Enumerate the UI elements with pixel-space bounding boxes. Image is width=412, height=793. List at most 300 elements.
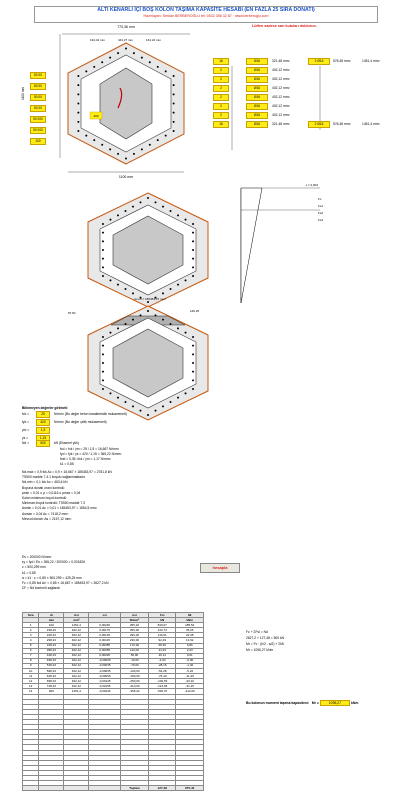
rebar-dot: [165, 70, 167, 72]
rebar-dot: [192, 371, 194, 373]
table-cell: -0,00125: [89, 679, 121, 684]
compression-zone-diagram: [68, 297, 208, 420]
bar-count-2[interactable]: 2: [213, 76, 229, 83]
input-label-1: fyk =: [22, 420, 30, 424]
strain-diagram: [88, 183, 323, 307]
rebar-dot: [132, 405, 134, 407]
table-cell: -52,28: [149, 669, 176, 674]
rebar-dot: [173, 112, 175, 114]
rebar-dot: [132, 206, 134, 208]
table-cell: 675,42: [176, 786, 204, 791]
rebar-dot: [102, 249, 104, 251]
table-cell: 0,00175: [89, 628, 121, 633]
rebar-dot: [157, 66, 159, 68]
table-cell: 10: [23, 669, 39, 674]
table-cell: 12: [23, 679, 39, 684]
rebar-dot: [162, 206, 164, 208]
table-cell: Fsi: [149, 613, 176, 618]
input-value-1[interactable]: 420: [36, 419, 50, 426]
table-cell: 5: [23, 643, 39, 648]
check-line-4: ρmin = 0,01 ≤ ρ = 0,0116 ≤ ρmax = 0,04: [22, 490, 81, 495]
calculate-button[interactable]: hesapla: [200, 563, 240, 573]
rebar-dot: [77, 75, 79, 77]
rebar-dot: [109, 57, 111, 59]
table-cell: 50,00: [120, 653, 148, 658]
rebar-dot: [155, 201, 157, 203]
rebar-dot: [102, 336, 104, 338]
table-cell: 900: [39, 689, 64, 694]
check-line-9: Mevcut donatı: As = 2157,12 mm²: [22, 516, 72, 521]
result-name: Mr =: [311, 701, 319, 705]
rebar-dot: [162, 405, 164, 407]
rebar-dot: [124, 288, 126, 290]
table-cell: -100,53: [149, 679, 176, 684]
bar-area-1: 402,12 mm²: [272, 68, 290, 72]
bottom-dimension-label: 1100 mm: [118, 175, 134, 179]
layer-spacing-2[interactable]: 50 00: [30, 94, 46, 101]
table-cell: 11: [23, 674, 39, 679]
solution-line-1: εy = fyd / Es = 365,22 / 200000 = 0,001826: [22, 560, 85, 565]
rebar-dot: [117, 327, 119, 329]
input-note-4: kN (Eksenel yük): [54, 441, 79, 445]
bar-area-4: 402,12 mm²: [272, 95, 290, 99]
table-cell: 185,52: [176, 623, 204, 628]
bar-dia-1[interactable]: Ø16: [246, 67, 268, 74]
bar-area-6: 402,12 mm²: [272, 113, 290, 117]
layer-spacing-0[interactable]: 50 00: [30, 72, 46, 79]
rebar-dot: [77, 121, 79, 123]
bar-dia-6[interactable]: Ø16: [246, 112, 268, 119]
dim-b-label: 444,27 mm: [118, 38, 134, 42]
table-cell: -0,00246: [89, 689, 121, 694]
bar-dia-7[interactable]: Ø16: [246, 121, 268, 128]
rebar-dot: [185, 332, 187, 334]
rebar-dot: [109, 148, 111, 150]
table-cell: 350,00: [120, 628, 148, 633]
table-cell: 68,36: [149, 643, 176, 648]
table-cell: 448,23: [39, 653, 64, 658]
table-cell: 6: [23, 648, 39, 653]
table-cell: -31,15: [176, 684, 204, 689]
rebar-dot: [125, 158, 127, 160]
input-value-4[interactable]: 500: [36, 440, 50, 447]
table-cell: 13: [23, 684, 39, 689]
rebar-dot: [117, 153, 119, 155]
table-cell: -1,40: [176, 663, 204, 668]
author-subtitle: Hazırlayan: Serkan BERBEROĞLU tel: 0532 356 32 87 · www.berberoglu.com: [143, 14, 269, 18]
rebar-dot: [192, 232, 194, 234]
rebar-dot: [132, 292, 134, 294]
table-cell: -28,15: [149, 663, 176, 668]
table-cell: -124,66: [149, 684, 176, 689]
solution-line-6: ΣF = Nd kontrolü sağlandı: [22, 586, 61, 591]
rebar-dot: [85, 135, 87, 137]
bar-count-1[interactable]: 2: [213, 67, 229, 74]
rebar-dot: [192, 275, 194, 277]
rebar-dot: [170, 401, 172, 403]
table-cell: 8: [23, 658, 39, 663]
rebar-dot: [147, 301, 149, 303]
solution-line-5: Fc = 0,85 fcd Ac' = 0,85 × 16,667 × 185453,97 = 2627,2 kN: [22, 581, 109, 585]
section-diagram-top: [21, 25, 320, 179]
bar-dia-5[interactable]: Ø16: [246, 103, 268, 110]
rebar-dot: [192, 240, 194, 242]
table-cell: [39, 786, 64, 791]
table-cell: mm: [39, 618, 64, 623]
table-cell: -70,00: [120, 663, 148, 668]
input-value-3[interactable]: 1,15: [36, 435, 50, 442]
table-cell: -11,45: [176, 674, 204, 679]
rebar-dot: [173, 84, 175, 86]
rebar-dot: [157, 139, 159, 141]
dim-c-label: 164,24 mm: [146, 38, 162, 42]
rebar-dot: [102, 362, 104, 364]
table-cell: 4: [23, 638, 39, 643]
results-table: [22, 612, 204, 791]
bar-count-6[interactable]: 2: [213, 112, 229, 119]
solution-line-0: Es = 200000 N/mm²: [22, 555, 52, 559]
calc-line-1: fyd = fyk / γs = 420 / 1,15 = 365,22 N/mm²: [60, 452, 122, 456]
table-cell: 9: [23, 663, 39, 668]
table-cell: 0,00085: [89, 643, 121, 648]
bar-count2-0[interactable]: 2 Ø16: [308, 58, 330, 65]
table-cell: 230,00: [120, 638, 148, 643]
table-cell: -0,00155: [89, 684, 121, 689]
table-cell: Sıra: [23, 613, 39, 618]
rebar-dot: [173, 121, 175, 123]
summary-line-1: 2627,2 + 127,48 ≈ 500 kN: [246, 636, 285, 640]
rebar-dot: [155, 410, 157, 412]
check-line-5: Kolon minimum boyut kontrolü: [22, 496, 67, 500]
table-cell: 548,23: [39, 663, 64, 668]
rebar-dot: [139, 314, 141, 316]
table-cell: 402,12: [64, 658, 89, 663]
table-cell: 44,23: [149, 648, 176, 653]
table-cell: 348,23: [39, 643, 64, 648]
bar-area-7: 321,48 mm²: [272, 122, 290, 126]
rebar-dot: [149, 144, 151, 146]
rebar-dot: [177, 284, 179, 286]
dim-a-label: 194,44 mm: [90, 38, 106, 42]
table-cell: -0,00035: [89, 663, 121, 668]
rebar-dot: [192, 345, 194, 347]
right-offset-label: 160,25: [190, 309, 200, 313]
rebar-dot: [141, 57, 143, 59]
bar-area-3: 402,12 mm²: [272, 86, 290, 90]
rebar-dot: [192, 258, 194, 260]
rebar-dot: [102, 266, 104, 268]
input-label-2: γm =: [22, 428, 30, 432]
rebar-dot: [165, 135, 167, 137]
table-cell: Asi: [64, 613, 89, 618]
check-line-7: Asmin = 0,01 Ac = 0,01 × 185453,97 = 1854,5 mm²: [22, 506, 97, 511]
table-cell: 748,23: [39, 684, 64, 689]
rebar-dot: [102, 258, 104, 260]
table-cell: 198,23: [39, 628, 64, 633]
rebar-dot: [117, 284, 119, 286]
rebar-dot: [192, 353, 194, 355]
table-cell: -530,07: [149, 689, 176, 694]
rebar-dot: [192, 336, 194, 338]
table-cell: 402,12: [64, 638, 89, 643]
rebar-dot: [77, 130, 79, 132]
table-cell: 248,23: [39, 633, 64, 638]
rebar-dot: [155, 314, 157, 316]
table-cell: 14: [23, 689, 39, 694]
table-cell: 1: [23, 623, 39, 628]
rebar-dot: [141, 148, 143, 150]
rebar-dot: [132, 319, 134, 321]
table-cell: 0,01: [176, 653, 204, 658]
input-value-0[interactable]: 25: [36, 411, 50, 418]
rebar-dot: [109, 219, 111, 221]
inner-value-label: 200: [93, 114, 99, 118]
rebar-dot: [162, 319, 164, 321]
rebar-dot: [93, 139, 95, 141]
table-cell: Toplam: [120, 786, 148, 791]
rebar-dot: [102, 345, 104, 347]
table-cell: 648,23: [39, 674, 64, 679]
table-cell: 7: [23, 653, 39, 658]
bar-area-2: 402,12 mm²: [272, 77, 290, 81]
table-cell: -0,00005: [89, 658, 121, 663]
rebar-dot: [85, 70, 87, 72]
table-cell: -310,00: [120, 684, 148, 689]
table-cell: N/mm²: [120, 618, 148, 623]
rebar-dot: [170, 288, 172, 290]
table-cell: 0,00115: [89, 638, 121, 643]
table-cell: 598,23: [39, 669, 64, 674]
rebar-dot: [102, 232, 104, 234]
rebar-dot: [77, 84, 79, 86]
table-cell: 402,12: [64, 669, 89, 674]
table-cell: -0,00095: [89, 674, 121, 679]
table-cell: 0,00025: [89, 653, 121, 658]
table-cell: [64, 786, 89, 791]
bar-dia-4[interactable]: Ø16: [246, 94, 268, 101]
table-cell: 23,38: [176, 633, 204, 638]
bar-area-5: 402,12 mm²: [272, 104, 290, 108]
result-unit: kNm: [351, 701, 359, 705]
rebar-dot: [133, 153, 135, 155]
layer-spacing-5[interactable]: 50 000: [30, 127, 46, 134]
rebar-dot: [192, 249, 194, 251]
table-cell: 170,00: [120, 643, 148, 648]
rebar-dot: [101, 144, 103, 146]
rebar-dot: [147, 414, 149, 416]
bar-count-3[interactable]: 2: [213, 85, 229, 92]
table-cell: -365,22: [120, 689, 148, 694]
rebar-dot: [139, 201, 141, 203]
rebar-dot: [77, 103, 79, 105]
table-cell: -20,10: [176, 679, 204, 684]
effective-area-label: Ac,eff = 185453,97 mm²: [133, 297, 167, 301]
rebar-dot: [77, 93, 79, 95]
table-cell: 92,49: [149, 638, 176, 643]
input-label-3: γs =: [22, 436, 29, 440]
table-cell: 0,00246: [89, 623, 121, 628]
table-cell: 35,26: [176, 628, 204, 633]
check-line-3: Boyuna donatı oranı kontrolü: [22, 485, 65, 490]
rebar-dot: [173, 103, 175, 105]
left-offset-label: 87,82: [68, 311, 76, 315]
bar-dia-2[interactable]: Ø16: [246, 76, 268, 83]
table-cell: [23, 786, 39, 791]
rebar-dot: [139, 410, 141, 412]
table-cell: -5,22: [176, 669, 204, 674]
table-cell: 13,92: [176, 638, 204, 643]
table-cell: 698,23: [39, 679, 64, 684]
rebar-dot: [117, 52, 119, 54]
table-cell: 1451,4: [64, 623, 89, 628]
table-cell: 0,00145: [89, 633, 121, 638]
bar-dia-0[interactable]: Ø16: [246, 58, 268, 65]
instruction-note: Lütfen sadece sarı kutuları doldurun.: [252, 24, 317, 28]
table-cell: 402,12: [64, 684, 89, 689]
table-cell: 402,12: [64, 643, 89, 648]
summary-line-2: Mr = Fc · (h/2 - a/2) + ΣMi: [246, 642, 284, 646]
rebar-dot: [117, 214, 119, 216]
rebar-dot: [147, 310, 149, 312]
table-cell: 2,23: [176, 648, 204, 653]
input-label-0: fck =: [22, 412, 30, 416]
rebar-dot: [177, 214, 179, 216]
table-cell: 365,22: [120, 623, 148, 628]
solution-line-3: k1 = 0,85: [22, 570, 36, 575]
rebar-dot: [124, 323, 126, 325]
rebar-dot: [173, 93, 175, 95]
rebar-dot: [192, 388, 194, 390]
table-cell: 110,00: [120, 648, 148, 653]
bar-count2-7[interactable]: 2 Ø16: [308, 121, 330, 128]
rebar-dot: [102, 353, 104, 355]
rebar-dot: [77, 112, 79, 114]
table-cell: 398,23: [39, 648, 64, 653]
bar-dia-3[interactable]: Ø16: [246, 85, 268, 92]
table-cell: 530,07: [149, 623, 176, 628]
table-cell: 116,61: [149, 633, 176, 638]
strain-label-3: Fs2: [318, 211, 324, 215]
layer-spacing-3[interactable]: 50 00: [30, 105, 46, 112]
rebar-dot: [102, 388, 104, 390]
check-line-8: Asmax = 0,04 Ac = 7418,2 mm²: [22, 511, 69, 516]
summary-line-3: Mr = 1096,27 kNm: [246, 648, 274, 652]
input-note-0: N/mm² (Bu değer beton karakteristik mukavemeti): [54, 412, 127, 416]
table-cell: mm²: [64, 618, 89, 623]
table-cell: 498,23: [39, 658, 64, 663]
table-cell: 6,86: [176, 643, 204, 648]
table-cell: -0,00: [176, 658, 204, 663]
rebar-dot: [173, 130, 175, 132]
layer-spacing-4[interactable]: 50 000: [30, 116, 46, 123]
rebar-dot: [192, 362, 194, 364]
rebar-dot: [125, 48, 127, 50]
table-cell: 402,12: [64, 648, 89, 653]
strain-label-2: Fs1: [318, 204, 324, 208]
rebar-dot: [147, 197, 149, 199]
table-cell: 402,12: [64, 633, 89, 638]
rebar-dot: [102, 379, 104, 381]
strain-label-0: ε = 0,003: [305, 183, 318, 187]
input-label-4: Nd =: [22, 441, 30, 445]
rebar-dot: [170, 323, 172, 325]
solution-line-2: c = 500,299 mm: [22, 565, 46, 570]
bar-count-7[interactable]: 16: [213, 121, 229, 128]
inputs-heading: Bilinmeyen değerler girilmeli:: [22, 406, 69, 410]
layer-spacing-6[interactable]: 100: [30, 138, 46, 145]
rebar-dot: [185, 392, 187, 394]
strain-label-1: Fc: [318, 197, 322, 201]
bar-count-0[interactable]: 16: [213, 58, 229, 65]
table-cell: -0,00065: [89, 669, 121, 674]
table-cell: 2: [23, 628, 39, 633]
bar-area2-0: 576,48 mm²: [333, 59, 351, 63]
bar-total-0: 1451,4 mm²: [362, 59, 380, 63]
table-cell: 298,23: [39, 638, 64, 643]
rebar-dot: [102, 275, 104, 277]
page-title: ALTI KENARLI İÇİ BOŞ KOLON TAŞIMA KAPASİTE HESABI (EN FAZLA 25 SIRA DONATI): [97, 7, 315, 13]
rebar-dot: [185, 219, 187, 221]
rebar-dot: [124, 210, 126, 212]
summary-line-0: Fc + ΣFsi = Nd: [246, 630, 268, 634]
input-value-2[interactable]: 1,5: [36, 427, 50, 434]
input-note-1: N/mm² (Bu değer çelik mukavemeti): [54, 420, 107, 424]
rebar-dot: [185, 279, 187, 281]
bar-count-5[interactable]: 2: [213, 103, 229, 110]
rebar-dot: [173, 75, 175, 77]
table-cell: σsi: [120, 613, 148, 618]
strain-label-4: Fs3: [318, 218, 324, 222]
check-line-0: Nd,max = 0,9 fck Ac = 0,9 × 16,667 × 185453,97 = 2781,8 kN: [22, 470, 112, 474]
rebar-dot: [192, 379, 194, 381]
rebar-dot: [162, 292, 164, 294]
table-cell: 402,12: [64, 628, 89, 633]
table-cell: -130,00: [120, 669, 148, 674]
table-cell: 127,48: [149, 786, 176, 791]
rebar-dot: [102, 223, 104, 225]
rebar-dot: [109, 332, 111, 334]
rebar-dot: [177, 327, 179, 329]
table-cell: Mi: [176, 613, 204, 618]
calc-line-3: k1 = 0,85: [60, 462, 74, 466]
rebar-dot: [192, 266, 194, 268]
rebar-dot: [101, 61, 103, 63]
table-cell: 140,74: [149, 628, 176, 633]
table-cell: 100: [39, 623, 64, 628]
table-cell: -250,00: [120, 679, 148, 684]
layer-spacing-1[interactable]: 60 00: [30, 83, 46, 90]
check-line-1: TS500 madde 7.4.1 koşulu sağlanmaktadır.: [22, 475, 86, 480]
bar-area-0: 321,48 mm²: [272, 59, 290, 63]
table-cell: 3: [23, 633, 39, 638]
solution-line-4: a = k1 · c = 0,85 × 500,299 = 425,25 mm: [22, 575, 82, 580]
table-cell: -212,00: [176, 689, 204, 694]
table-cell: -4,02: [149, 658, 176, 663]
calc-line-2: fctd = 0,35 √fck / γm = 1,17 N/mm²: [60, 457, 111, 461]
table-cell: 402,12: [64, 679, 89, 684]
rebar-dot: [133, 52, 135, 54]
table-cell: 402,12: [64, 653, 89, 658]
rebar-dot: [170, 210, 172, 212]
final-result: [246, 700, 358, 706]
table-cell: -190,00: [120, 674, 148, 679]
table-cell: kN: [149, 618, 176, 623]
bar-total-7: 1451,4 mm²: [362, 122, 380, 126]
table-cell: -10,00: [120, 658, 148, 663]
bar-count-4[interactable]: 2: [213, 94, 229, 101]
rebar-dot: [93, 66, 95, 68]
rebar-dot: [109, 279, 111, 281]
